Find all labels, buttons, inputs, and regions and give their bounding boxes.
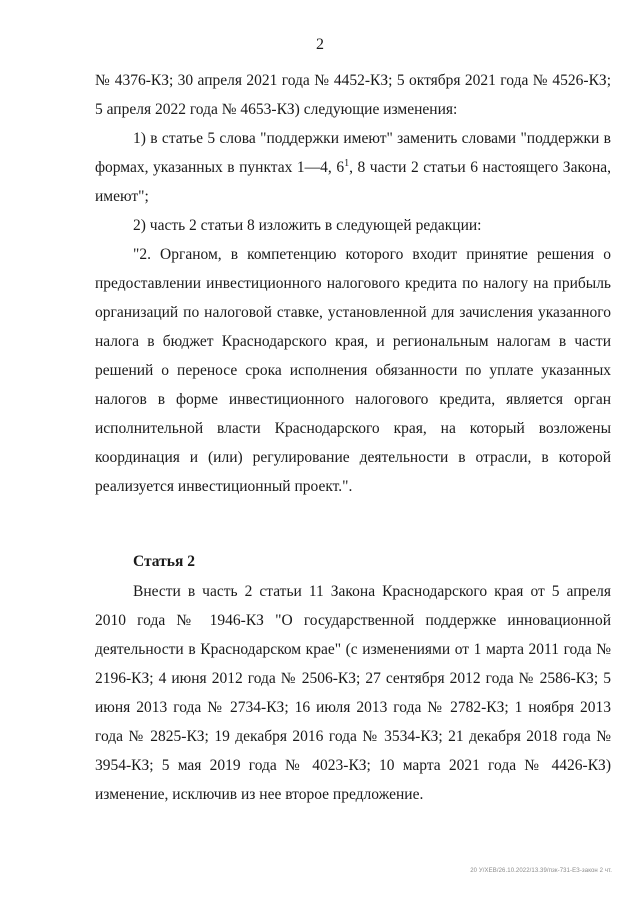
amendment-item-2: 2) часть 2 статьи 8 изложить в следующей редакции: bbox=[133, 217, 482, 234]
footer-code: 20 У/ХЕВ/26.10.2022/13.39/пзк-731-ЕЗ-закон 2 чт. bbox=[470, 868, 612, 874]
amendment-item-1-tail: , 8 части 2 статьи 6 настоящего Закона, имеют"; bbox=[95, 159, 611, 205]
page-number: 2 bbox=[316, 36, 324, 53]
superscript: 1 bbox=[344, 157, 350, 169]
quoted-new-text: "2. Органом, в компетенцию которого входит принятие решения о предоставлении инвестиционного налогового кредита по налогу на прибыль организаций по налоговой ставке, установленной для зачисления указанного налога в бюджет Краснодарского края, и региональным налогам в части решений о переносе срока исполнения обязанности по уплате указанных налогов в форме инвестиционного налогового кредита, является орган исполнительной власти Краснодарского края, на который возложены координация и (или) регулирование деятельности в отрасли, в которой реализуется инвестиционный проект.". bbox=[95, 246, 611, 495]
continuation-paragraph: № 4376-КЗ; 30 апреля 2021 года № 4452-КЗ; 5 октября 2021 года № 4526-КЗ; 5 апреля 2022 года № 4653-КЗ) следующие изменения: bbox=[95, 72, 611, 118]
document-body bbox=[95, 66, 611, 809]
article-2-text: Внести в часть 2 статьи 11 Закона Краснодарского края от 5 апреля 2010 года № 1946-КЗ "О государственной поддержке инновационной деятельности в Краснодарском крае" (с изменениями от 1 марта 2011 года № 2196-КЗ; 4 июня 2012 года № 2506-КЗ; 27 сентября 2012 года № 2586-КЗ; 5 июня 2013 года № 2734-КЗ; 16 июля 2013 года № 2782-КЗ; 1 ноября 2013 года № 2825-КЗ; 19 декабря 2016 года № 3534-КЗ; 21 декабря 2018 года № 3954-КЗ; 5 мая 2019 года № 4023-КЗ; 10 марта 2021 года № 4426-КЗ) изменение, исключив из нее второе предложение. bbox=[95, 583, 611, 803]
amendment-item-1-text: 1) в статье 5 слова "поддержки имеют" заменить словами "поддержки в формах, указанных в пунктах 1—4, 6 bbox=[95, 130, 611, 176]
amendment-item-1 bbox=[95, 124, 611, 211]
article-2-heading: Статья 2 bbox=[133, 553, 195, 570]
